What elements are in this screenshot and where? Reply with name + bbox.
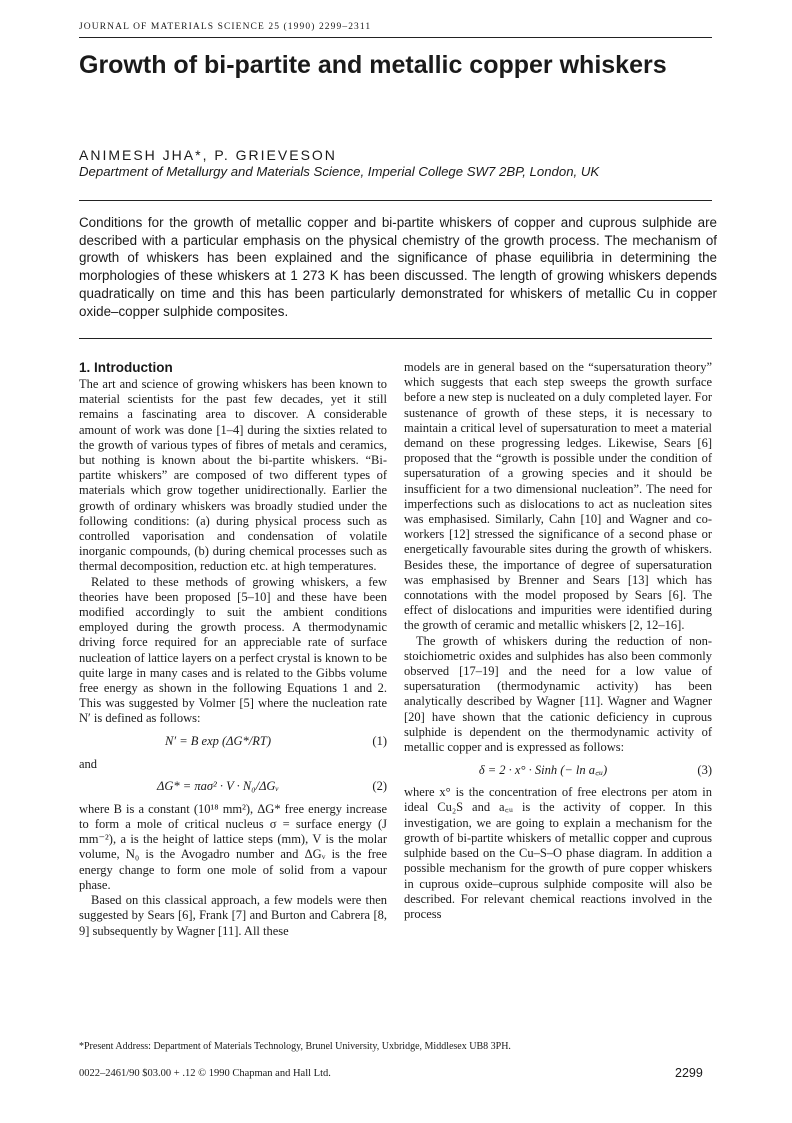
paragraph: where B is a constant (10¹⁸ mm²), ΔG* free energy increase to form a mole of critical nucleus σ = surface energy (J mm⁻²), a is the height of lattice steps (mm), V is the molar volume, N₀ is the Avogadro number and ΔGᵥ is the free energy change to form one mole of solid from a vapour phase. <box>79 801 387 892</box>
page-number: 2299 <box>675 1066 703 1080</box>
equation-body: δ = 2 · x° · Sinh (− ln a꜀ᵤ) <box>478 762 608 777</box>
issn-line: 0022–2461/90 $03.00 + .12 © 1990 Chapman and Hall Ltd. <box>79 1068 331 1079</box>
equation-number: (1) <box>372 734 387 749</box>
authors: ANIMESH JHA*, P. GRIEVESON <box>79 147 337 163</box>
section-heading: 1. Introduction <box>79 360 173 375</box>
abstract-rule-top <box>79 200 712 201</box>
header-rule <box>79 37 712 38</box>
paragraph: and <box>79 756 98 771</box>
equation-body: N′ = B exp (ΔG*/RT) <box>165 734 271 749</box>
paragraph: Based on this classical approach, a few models were then suggested by Sears [6], Frank [7] and Burton and Cabrera [8, 9] subsequently by Wagner [11]. All these <box>79 893 387 938</box>
right-column <box>404 360 712 922</box>
equation-3 <box>404 759 712 781</box>
equation-number: (2) <box>372 779 387 794</box>
paragraph: models are in general based on the “supersaturation theory” which suggests that each step sweeps the growth surface before a new step is nucleated on a duly completed layer. For sustenance of growth of these steps, it is necessary to maintain a critical level of supersaturation to meet a material demand on these progressing ledges. Likewise, Sears [6] proposed that the “growth is possible under the condition of supersaturation of a growing species and it should be insufficient for a two dimensional nucleation”. The need for imperfections such as dislocations to act as nucleation sites was emphasised. Similarly, Cahn [10] and Wagner and co-workers [12] stressed the significance of a second phase or energetically favourable sites during the growth of whiskers. Besides these, the importance of degree of supersaturation was emphasised by Brenner and Sears [13] which has connotations with the model proposed by Sears [6]. The effect of dislocations and impurities were identified during the growth of ceramic and metallic whiskers [2, 12–16]. <box>404 360 712 633</box>
abstract: Conditions for the growth of metallic copper and bi-partite whiskers of copper and cuprous sulphide are described with a particular emphasis on the physical chemistry of the growth process. The mechanism of growth of whiskers has been explained and the significance of phase equilibria in determining the morphologies of these whiskers at 1 273 K has been discussed. The length of growing whiskers depends quadratically on time and this has been particularly demonstrated for whiskers of metallic Cu in copper oxide–copper sulphide composites. <box>79 215 717 319</box>
paragraph: The art and science of growing whiskers has been known to material scientists for the past few decades, yet it still remains a fascinating area to discover. A considerable amount of work was done [1–4] during the sixties related to the growth of various types of fibres of metals and ceramics, but nothing is known about the bi-partite whiskers. “Bi-partite whiskers” are composed of two different types of materials which grow together unidirectionally. Earlier the growth of ordinary whiskers was broadly studied under the following conditions: (a) during physical process such as controlled vaporisation and condensation of volatile inorganic compounds, (b) during chemical processes such as thermal decomposition, reduction etc. at high temperatures. <box>79 377 387 574</box>
paragraph: where x° is the concentration of free electrons per atom in ideal Cu₂S and a꜀ᵤ is the activity of copper. In this investigation, we are going to explain a mechanism for the growth of bi-partite whiskers of metallic copper and cuprous sulphide based on the Cu–S–O phase diagram. In addition a possible mechanism for the growth of pure copper whiskers in cuprous oxide–cuprous sulphide composite will also be described. For relevant chemical reactions involved in the process <box>404 785 712 921</box>
paragraph: The growth of whiskers during the reduction of non-stoichiometric oxides and sulphides has also been commonly observed [17–19] and the need for a low value of supersaturation (thermodynamic activity) has been analytically described by Wagner [11]. Wagner and Wagner [20] have shown that the cationic deficiency in cuprous sulphide is dependent on the thermodynamic activity of metallic copper and is expressed as follows: <box>404 633 712 755</box>
left-column <box>79 360 387 939</box>
equation-number: (3) <box>697 762 712 777</box>
equation-body: ΔG* = πaσ² · V · N₀/ΔGᵥ <box>157 779 279 794</box>
journal-header: JOURNAL OF MATERIALS SCIENCE 25 (1990) 2299–2311 <box>79 22 372 32</box>
equation-1 <box>79 731 387 753</box>
equation-2 <box>79 776 387 798</box>
abstract-rule-bottom <box>79 338 712 339</box>
footnote: *Present Address: Department of Materials Technology, Brunel University, Uxbridge, Middlesex UB8 3PH. <box>79 1041 511 1052</box>
paper-title: Growth of bi-partite and metallic copper whiskers <box>79 51 667 79</box>
paragraph: Related to these methods of growing whiskers, a few theories have been proposed [5–10] and these have been modified accordingly to suit the ambient conditions employed during the growth process. A thermodynamic driving force required for an appreciable rate of surface nucleation of lattice layers on a perfect crystal is known to be quite large in many cases and is related to the Gibbs volume free energy as shown in the following Equations 1 and 2. This was suggested by Volmer [5] where the nucleation rate N′ is defined as follows: <box>79 574 387 726</box>
affiliation: Department of Metallurgy and Materials Science, Imperial College SW7 2BP, London, UK <box>79 164 600 179</box>
